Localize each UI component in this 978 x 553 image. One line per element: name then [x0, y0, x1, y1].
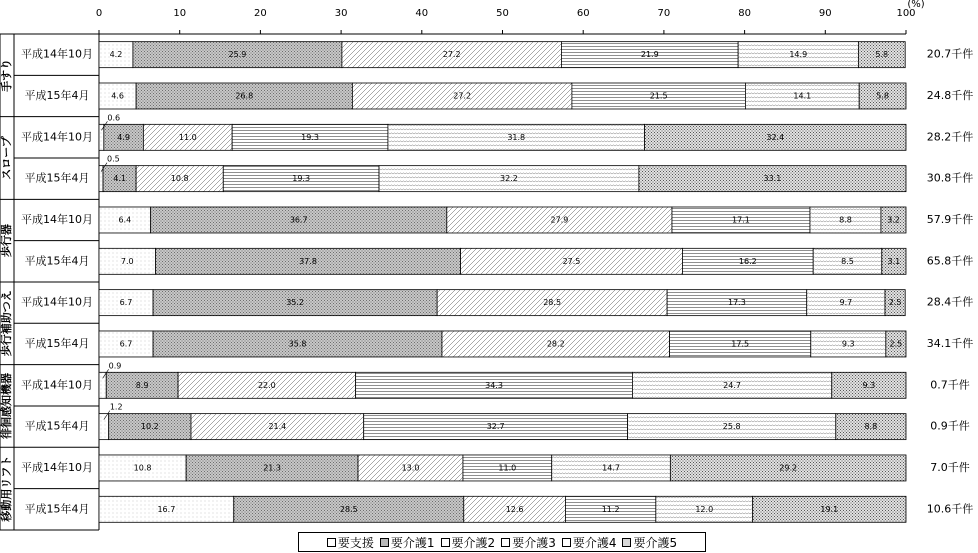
data-label: 4.2 — [109, 50, 123, 60]
legend-label: 要介護1 — [390, 535, 435, 550]
data-label: 8.8 — [839, 215, 852, 225]
row-total: 0.9千件 — [930, 419, 970, 433]
bar-segment-要支援 — [99, 414, 109, 440]
data-label: 25.9 — [228, 50, 247, 60]
legend — [298, 532, 706, 552]
data-label: 9.7 — [839, 298, 853, 308]
legend-label: 要支援 — [337, 535, 374, 550]
bar-segment-要支援 — [99, 372, 106, 398]
data-label: 32.4 — [766, 132, 785, 142]
data-label: 8.8 — [864, 422, 878, 432]
legend-item — [562, 534, 617, 551]
data-label: 21.3 — [263, 463, 282, 473]
data-label: 10.8 — [133, 463, 152, 473]
x-tick-label: 40 — [415, 8, 429, 19]
data-label: 29.2 — [779, 463, 798, 473]
legend-swatch — [380, 538, 389, 547]
data-label: 16.7 — [157, 504, 176, 514]
x-tick-label: 100 — [896, 8, 916, 19]
row-total: 65.8千件 — [926, 254, 974, 268]
row-total: 34.1千件 — [926, 336, 974, 350]
data-label: 27.2 — [442, 50, 461, 60]
data-label: 7.0 — [120, 256, 134, 266]
row-label: 平成14年10月 — [21, 130, 93, 144]
data-label: 10.2 — [140, 422, 159, 432]
row-label: 平成15年4月 — [24, 88, 90, 102]
row-label: 平成14年10月 — [21, 460, 93, 474]
data-label: 6.7 — [119, 339, 133, 349]
legend-item — [501, 534, 556, 551]
legend-swatch — [501, 538, 510, 547]
data-label: 4.9 — [117, 132, 130, 142]
row-label: 平成15年4月 — [24, 419, 90, 433]
data-label: 0.5 — [107, 154, 120, 164]
data-label: 3.1 — [887, 256, 901, 266]
row-total: 28.2千件 — [926, 130, 974, 144]
data-label: 19.3 — [301, 132, 319, 142]
legend-label: 要介護4 — [572, 535, 617, 550]
row-total: 20.7千件 — [926, 47, 974, 61]
legend-label: 要介護3 — [512, 535, 556, 550]
data-label: 8.9 — [135, 380, 149, 390]
row-total: 30.8千件 — [926, 171, 974, 185]
data-label: 4.1 — [113, 174, 126, 184]
x-tick-label: 30 — [334, 8, 348, 19]
data-label: 25.8 — [722, 422, 741, 432]
row-label: 平成14年10月 — [21, 378, 93, 392]
data-label: 22.0 — [257, 380, 276, 390]
data-label: 12.6 — [505, 504, 524, 514]
data-label: 24.7 — [723, 380, 741, 390]
legend-item — [622, 534, 677, 551]
data-label: 1.2 — [109, 402, 123, 412]
legend-swatch — [562, 538, 571, 547]
row-total: 57.9千件 — [926, 212, 974, 226]
data-label: 9.3 — [841, 339, 855, 349]
data-label: 5.8 — [876, 91, 889, 101]
row-label: 平成15年4月 — [24, 336, 90, 350]
row-label: 平成14年10月 — [21, 212, 93, 226]
data-label: 11.0 — [178, 132, 197, 142]
data-label: 37.8 — [299, 256, 317, 266]
row-label: 平成15年4月 — [24, 254, 90, 268]
data-label: 35.8 — [288, 339, 307, 349]
data-label: 6.7 — [119, 298, 133, 308]
data-label: 10.8 — [170, 174, 189, 184]
x-tick-label: 60 — [576, 8, 590, 19]
data-label: 5.8 — [875, 50, 889, 60]
data-label: 16.2 — [738, 256, 757, 266]
legend-swatch — [622, 538, 631, 547]
data-label: 28.5 — [339, 504, 358, 514]
row-label: 平成14年10月 — [21, 295, 93, 309]
data-label: 9.3 — [862, 380, 876, 390]
x-tick-label: 20 — [254, 8, 267, 19]
data-label: 14.7 — [602, 463, 620, 473]
data-label: 34.3 — [485, 380, 503, 390]
data-label: 28.2 — [546, 339, 565, 349]
row-total: 24.8千件 — [926, 88, 974, 102]
data-label: 2.5 — [888, 298, 902, 308]
data-label: 12.0 — [695, 504, 714, 514]
data-label: 27.9 — [550, 215, 569, 225]
group-label-3: 歩行補助つえ — [0, 290, 13, 357]
data-label: 0.9 — [108, 361, 122, 371]
legend-swatch — [441, 538, 450, 547]
legend-item — [380, 534, 435, 551]
legend-label: 要介護5 — [633, 535, 678, 550]
data-label: 19.1 — [820, 504, 839, 514]
group-label-4: 徘徊感知機器 — [0, 372, 13, 439]
data-label: 36.7 — [289, 215, 308, 225]
data-label: 27.2 — [453, 91, 472, 101]
data-label: 35.2 — [286, 298, 305, 308]
data-label: 33.1 — [763, 174, 782, 184]
data-label: 19.3 — [292, 174, 311, 184]
data-label: 14.1 — [793, 91, 812, 101]
group-label-5: 移動用リフト — [0, 455, 13, 522]
data-label: 32.2 — [500, 174, 518, 184]
row-total: 7.0千件 — [930, 460, 970, 474]
data-label: 17.1 — [732, 215, 750, 225]
data-label: 11.0 — [498, 463, 517, 473]
x-tick-label: 50 — [496, 8, 509, 19]
legend-item — [327, 534, 374, 551]
row-total: 10.6千件 — [926, 502, 974, 516]
data-label: 13.0 — [401, 463, 420, 473]
x-tick-label: 10 — [173, 8, 187, 19]
data-label: 4.6 — [111, 91, 124, 101]
data-label: 14.9 — [789, 50, 808, 60]
data-label: 3.2 — [887, 215, 900, 225]
x-tick-label: 0 — [95, 8, 103, 19]
row-total: 28.4千件 — [926, 295, 974, 309]
row-label: 平成15年4月 — [24, 171, 90, 185]
x-tick-label: 80 — [738, 8, 751, 19]
row-total: 0.7千件 — [930, 378, 970, 392]
data-label: 21.9 — [640, 50, 659, 60]
data-label: 28.5 — [543, 298, 562, 308]
data-label: 17.3 — [728, 298, 746, 308]
data-label: 6.4 — [118, 215, 132, 225]
x-tick-label: 90 — [818, 8, 832, 19]
data-label: 31.8 — [507, 132, 526, 142]
group-label-0: 手すり — [0, 58, 13, 92]
data-label: 27.5 — [562, 256, 581, 266]
data-label: 21.4 — [268, 422, 287, 432]
legend-label: 要介護2 — [451, 535, 496, 550]
row-label: 平成14年10月 — [21, 47, 93, 61]
row-label: 平成15年4月 — [24, 502, 90, 516]
unit-label: (%) — [907, 0, 925, 10]
x-tick-label: 70 — [657, 8, 671, 19]
data-label: 21.5 — [649, 91, 668, 101]
data-label: 0.6 — [107, 113, 121, 123]
data-label: 2.5 — [889, 339, 903, 349]
data-label: 26.8 — [235, 91, 254, 101]
data-label: 17.5 — [731, 339, 750, 349]
group-label-1: スロープ — [0, 136, 13, 180]
data-label: 11.2 — [601, 504, 620, 514]
data-label: 32.7 — [486, 422, 505, 432]
legend-swatch — [327, 538, 336, 547]
group-label-2: 歩行器 — [0, 224, 13, 258]
data-label: 8.5 — [841, 256, 854, 266]
legend-item — [441, 534, 496, 551]
